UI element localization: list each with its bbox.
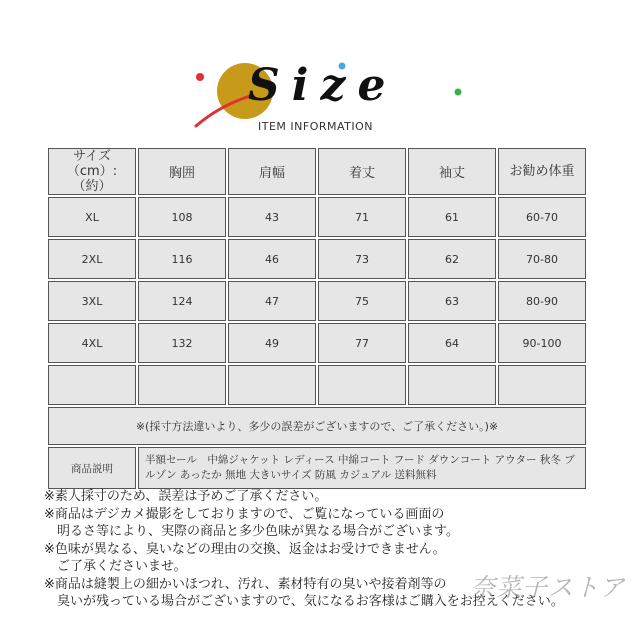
length-cell: 71 <box>318 197 406 237</box>
header-length-cell: 着丈 <box>318 148 406 195</box>
description-line: ルゾン あったか 無地 大きいサイズ 防風 カジュアル 送料無料 <box>145 469 437 481</box>
size-table <box>46 146 588 491</box>
measurement-note: ※(採寸方法違いより、多少の誤差がございますので、ご了承ください。)※ <box>48 407 586 445</box>
empty-cell <box>408 365 496 405</box>
header-chest-cell: 胸囲 <box>138 148 226 195</box>
table-row-empty <box>48 365 586 405</box>
header-sleeve-cell: 袖丈 <box>408 148 496 195</box>
size-header <box>0 0 640 140</box>
table-row <box>48 197 586 237</box>
sleeve-cell: 62 <box>408 239 496 279</box>
note-line: 臭いが残っている場合がございますので、気になるお客様はご購入をお控えください。 <box>44 594 564 609</box>
empty-cell <box>228 365 316 405</box>
chest-cell: 108 <box>138 197 226 237</box>
empty-cell <box>318 365 406 405</box>
note-line: ※商品はデジカメ撮影をしておりますので、ご覧になっている画面の <box>44 506 445 522</box>
length-cell: 75 <box>318 281 406 321</box>
shoulder-cell: 47 <box>228 281 316 321</box>
chest-cell: 116 <box>138 239 226 279</box>
weight-cell: 90-100 <box>498 323 586 363</box>
sleeve-cell: 61 <box>408 197 496 237</box>
description-text <box>138 447 586 489</box>
store-watermark: 奈菜子ストア <box>470 573 626 602</box>
weight-cell: 80-90 <box>498 281 586 321</box>
chest-cell: 132 <box>138 323 226 363</box>
size-cell: 4XL <box>48 323 136 363</box>
empty-cell <box>138 365 226 405</box>
header-weight-cell <box>498 148 586 195</box>
table-row <box>48 323 586 363</box>
empty-cell <box>48 365 136 405</box>
description-line: 半額セール 中綿ジャケット レディース 中綿コート フード ダウンコート アウター 秋冬 ブ <box>145 454 575 466</box>
red-dot-icon <box>196 73 204 81</box>
header-shoulder-cell: 肩幅 <box>228 148 316 195</box>
length-cell: 77 <box>318 323 406 363</box>
note-line: ※商品は縫製上の細かいほつれ、汚れ、素材特有の臭いや接着剤等の <box>44 576 447 592</box>
header-size-label: サイズ（cm）:（約） <box>66 149 118 194</box>
length-cell: 73 <box>318 239 406 279</box>
weight-cell: 70-80 <box>498 239 586 279</box>
size-cell: XL <box>48 197 136 237</box>
page-subtitle: ITEM INFORMATION <box>258 120 374 133</box>
note-line: 明るさ等により、実際の商品と多少色味が異なる場合がございます。 <box>44 524 459 539</box>
chest-cell: 124 <box>138 281 226 321</box>
description-label: 商品説明 <box>48 447 136 489</box>
size-cell: 2XL <box>48 239 136 279</box>
empty-cell <box>498 365 586 405</box>
table-note-row <box>48 407 586 445</box>
page-title: Size <box>248 60 398 111</box>
note-line: ご了承くださいませ。 <box>44 559 187 574</box>
shoulder-cell: 49 <box>228 323 316 363</box>
table-header-row <box>48 148 586 195</box>
weight-cell: 60-70 <box>498 197 586 237</box>
table-row <box>48 281 586 321</box>
sleeve-cell: 64 <box>408 323 496 363</box>
note-line: ※色味が異なる、臭いなどの理由の交換、返金はお受けできません。 <box>44 541 446 557</box>
shoulder-cell: 43 <box>228 197 316 237</box>
header-size-cell <box>48 148 136 195</box>
table-description-row <box>48 447 586 489</box>
table-row <box>48 239 586 279</box>
sleeve-cell: 63 <box>408 281 496 321</box>
green-dot-icon <box>455 89 462 96</box>
size-cell: 3XL <box>48 281 136 321</box>
shoulder-cell: 46 <box>228 239 316 279</box>
note-line: ※素人採寸のため、誤差は予めご了承ください。 <box>44 489 328 504</box>
header-weight-label: お勧め体重 <box>509 163 575 179</box>
